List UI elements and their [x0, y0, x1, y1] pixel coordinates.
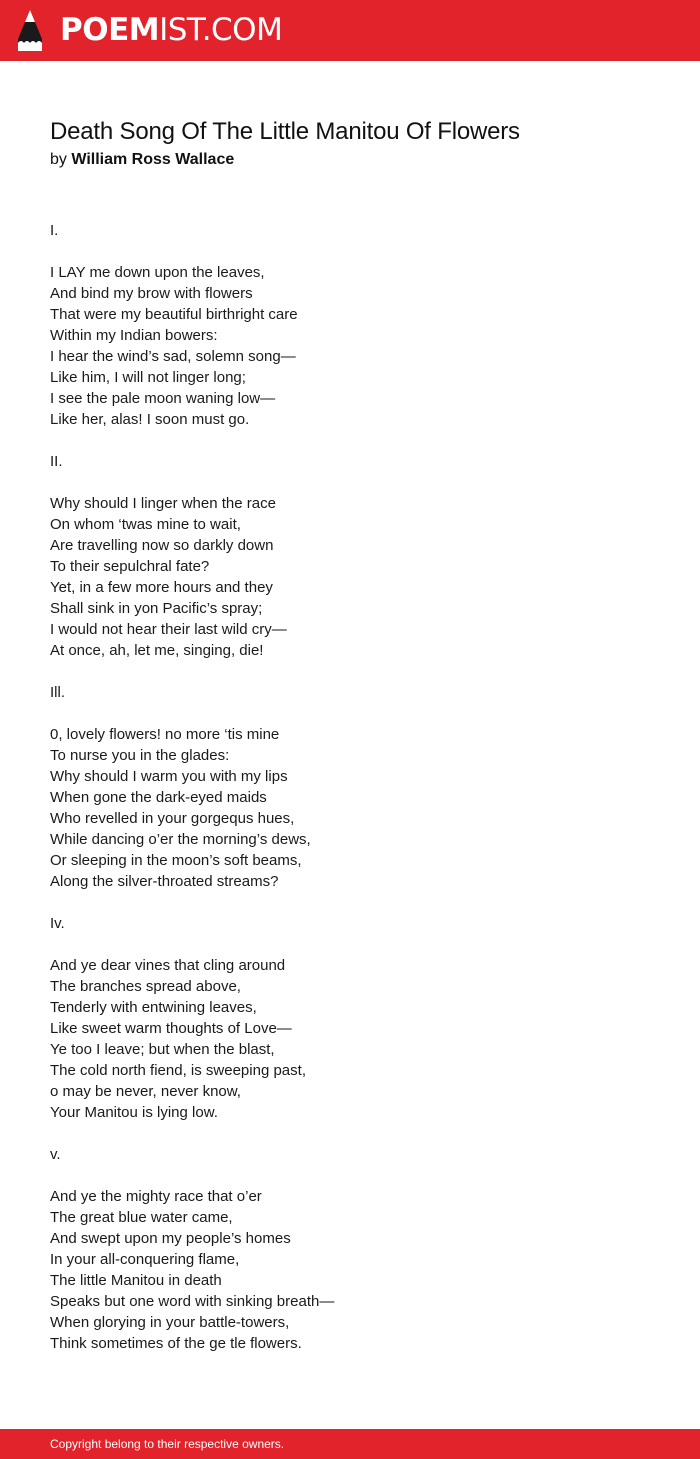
- poem-line: At once, ah, let me, singing, die!: [50, 642, 264, 659]
- poem-line: Who revelled in your gorgequs hues,: [50, 810, 295, 827]
- poem-line: When glorying in your battle-towers,: [50, 1314, 290, 1331]
- poem-line: I hear the wind’s sad, solemn song—: [50, 348, 296, 365]
- poem-line: That were my beautiful birthright care: [50, 306, 298, 323]
- brand-bold: POEM: [60, 12, 160, 48]
- poem-body: [50, 220, 660, 1354]
- stanza-label: II.: [50, 453, 63, 470]
- poem-line: Why should I linger when the race: [50, 495, 276, 512]
- brand-rest: IST.COM: [159, 12, 283, 48]
- stanza-label: Iv.: [50, 915, 65, 932]
- poem-line: And swept upon my people’s homes: [50, 1230, 291, 1247]
- poem-line: When gone the dark-eyed maids: [50, 789, 267, 806]
- stanza-label: Ill.: [50, 684, 65, 701]
- stanza: [50, 262, 660, 430]
- poem-line: To their sepulchral fate?: [50, 558, 210, 575]
- poem-line: Why should I warm you with my lips: [50, 768, 288, 785]
- poem-line: And bind my brow with flowers: [50, 285, 253, 302]
- poem-line: The great blue water came,: [50, 1209, 233, 1226]
- poem-byline: [50, 149, 660, 171]
- poem-line: Within my Indian bowers:: [50, 327, 218, 344]
- poem-line: Like sweet warm thoughts of Love—: [50, 1020, 292, 1037]
- poem-line: I would not hear their last wild cry—: [50, 621, 287, 638]
- poem-line: Tenderly with entwining leaves,: [50, 999, 257, 1016]
- byline-prefix: by: [50, 151, 67, 168]
- poem-content: [50, 116, 660, 1375]
- poem-line: Along the silver-throated streams?: [50, 873, 279, 890]
- poem-line: I LAY me down upon the leaves,: [50, 264, 265, 281]
- poem-line: On whom ‘twas mine to wait,: [50, 516, 241, 533]
- poem-line: The little Manitou in death: [50, 1272, 222, 1289]
- poem-line: I see the pale moon waning low—: [50, 390, 276, 407]
- poem-line: Yet, in a few more hours and they: [50, 579, 273, 596]
- copyright-text: Copyright belong to their respective owners.: [50, 1437, 285, 1451]
- stanza: [50, 1186, 660, 1354]
- poem-line: The branches spread above,: [50, 978, 241, 995]
- poem-line: In your all-conquering flame,: [50, 1251, 240, 1268]
- site-footer: [0, 1429, 700, 1459]
- poem-line: Think sometimes of the ge tle flowers.: [50, 1335, 302, 1352]
- poem-line: Shall sink in yon Pacific’s spray;: [50, 600, 263, 617]
- poem-line: Like him, I will not linger long;: [50, 369, 246, 386]
- pencil-tip-icon[interactable]: [16, 9, 44, 53]
- poem-line: o may be never, never know,: [50, 1083, 241, 1100]
- poem-line: While dancing o’er the morning’s dews,: [50, 831, 311, 848]
- poem-line: Speaks but one word with sinking breath—: [50, 1293, 335, 1310]
- poem-line: 0, lovely flowers! no more ‘tis mine: [50, 726, 280, 743]
- stanza: [50, 724, 660, 892]
- poem-line: The cold north fiend, is sweeping past,: [50, 1062, 306, 1079]
- poem-line: Your Manitou is lying low.: [50, 1104, 218, 1121]
- poem-line: Or sleeping in the moon’s soft beams,: [50, 852, 302, 869]
- stanza-label: I.: [50, 222, 59, 239]
- poem-line: Ye too I leave; but when the blast,: [50, 1041, 275, 1058]
- poem-line: Like her, alas! I soon must go.: [50, 411, 250, 428]
- poem-line: And ye the mighty race that o’er: [50, 1188, 262, 1205]
- site-logo-text[interactable]: [60, 12, 283, 48]
- stanza: [50, 493, 660, 661]
- poem-title: Death Song Of The Little Manitou Of Flowers: [50, 118, 520, 145]
- poem-line: And ye dear vines that cling around: [50, 957, 286, 974]
- stanza-label: v.: [50, 1146, 61, 1163]
- site-header: [0, 0, 700, 61]
- poem-author: William Ross Wallace: [71, 151, 235, 168]
- poem-line: Are travelling now so darkly down: [50, 537, 274, 554]
- poem-line: To nurse you in the glades:: [50, 747, 230, 764]
- stanza: [50, 955, 660, 1123]
